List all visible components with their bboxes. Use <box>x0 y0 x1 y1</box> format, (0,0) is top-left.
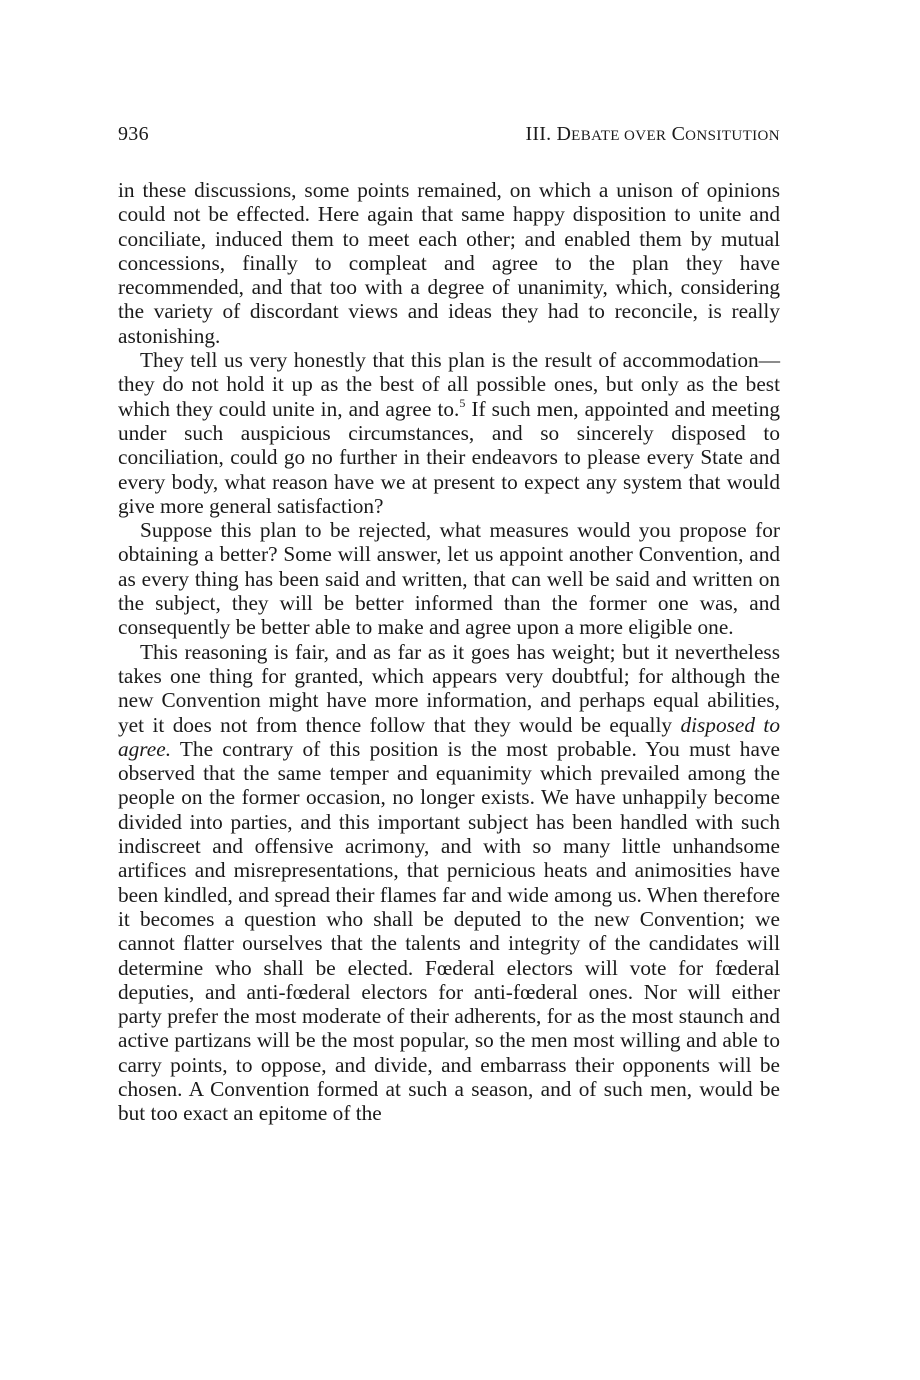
paragraph-4-emphasis: disposed to agree. <box>118 712 780 761</box>
document-page <box>118 120 780 1126</box>
section-title-smallcaps-2: ONSITUTION <box>685 128 780 144</box>
paragraph-4 <box>118 640 780 1126</box>
section-title-prefix: III. D <box>525 123 572 145</box>
paragraph-2-text-a: They tell us very honestly that this plan is the result of accommodation—they do not hold it up as the best of all possible ones, but only as the best which they could unite in, and agree to. <box>118 348 780 421</box>
section-title-smallcaps-1: EBATE OVER <box>571 128 667 144</box>
paragraph-3: Suppose this plan to be rejected, what measures would you propose for obtaining a better? Some will answer, let us appoint another Convention, and as every thing has been said and written, that can well be said and written on the subject, they will be better informed than the former one was, and consequently be better able to make and agree upon a more eligible one. <box>118 518 780 640</box>
paragraph-4-text-b: The contrary of this position is the most probable. You must have observed that the same temper and equanimity which prevailed among the people on the former occasion, no longer exists. We have unhappily become divided into parties, and this important subject has been handled with such indiscreet and offensive acrimony, and with so many little unhandsome artifices and misrepresentations, that pernicious heats and animosities have been kindled, and spread their flames far and wide among us. When therefore it becomes a question who shall be deputed to the new Convention; we cannot flatter ourselves that the talents and integrity of the candidates will determine who shall be elected. Fœderal electors will vote for fœderal deputies, and anti-fœderal electors for anti-fœderal ones. Nor will either party prefer the most moderate of their adherents, for as the most staunch and active partizans will be the most popular, so the men most willing and able to carry points, to oppose, and divide, and embarrass their opponents will be chosen. A Convention formed at such a season, and of such men, would be but too exact an epitome of the <box>118 736 780 1126</box>
running-header <box>118 120 780 150</box>
body-text <box>118 178 780 1126</box>
page-number: 936 <box>118 123 149 145</box>
section-title <box>526 120 780 150</box>
paragraph-4-text-a: This reasoning is fair, and as far as it goes has weight; but it nevertheless takes one thing for granted, which appears very doubtful; for although the new Convention might have more information, and perhaps equal abilities, yet it does not from thence follow that they would be equally <box>118 639 780 737</box>
paragraph-1: in these discussions, some points remained, on which a unison of opinions could not be effected. Here again that same happy disposition to unite and conciliate, induced them to meet each other; and enabled them by mutual concessions, finally to compleat and agree to the plan they have recommended, and that too with a degree of unanimity, which, considering the variety of discordant views and ideas they had to reconcile, is really astonishing. <box>118 178 780 348</box>
paragraph-2-text-b: If such men, appointed and meeting under such auspicious circumstances, and so sincerely disposed to conciliation, could go no further in their endeavors to please every State and every body, what reason have we at present to expect any system that would give more general satisfaction? <box>118 396 780 518</box>
paragraph-2 <box>118 348 780 518</box>
footnote-marker: 5 <box>459 395 466 410</box>
section-title-mid: C <box>666 123 686 145</box>
